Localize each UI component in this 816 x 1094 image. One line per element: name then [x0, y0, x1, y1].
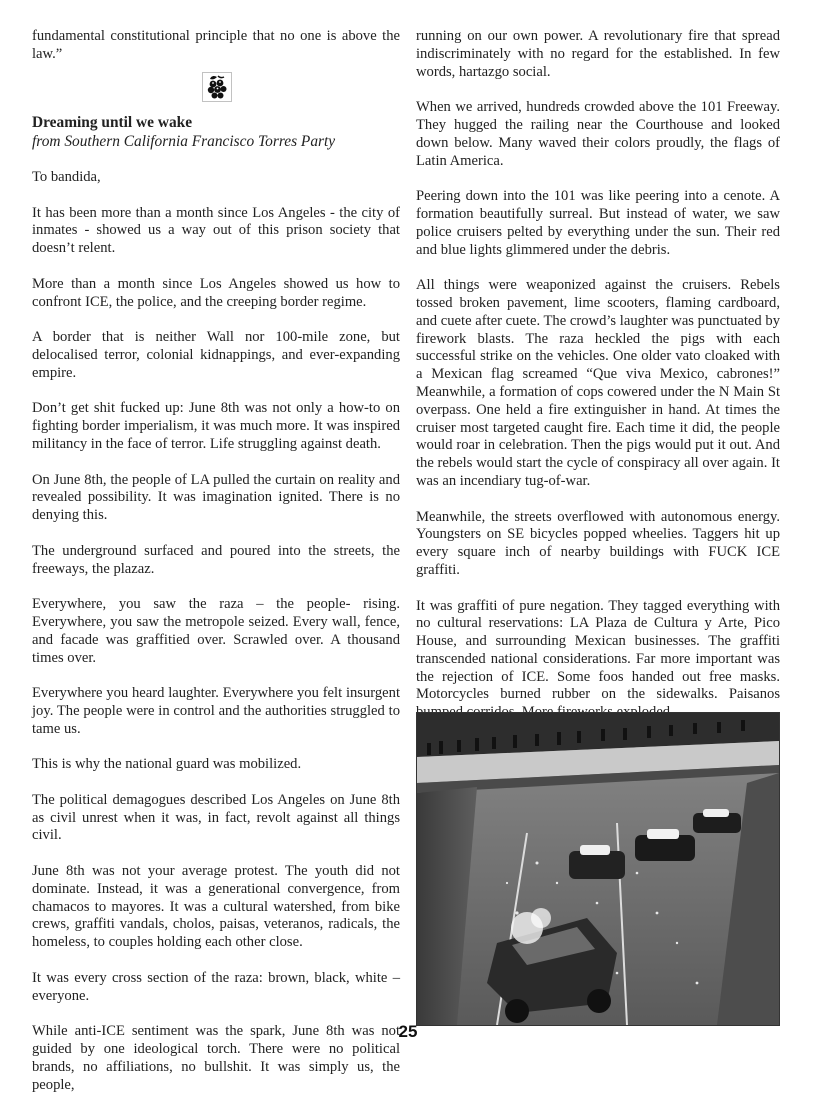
paragraph: A border that is neither Wall nor 100-mile zone, but delocalised terror, colonial kidnappings, and ever-expanding empire.: [32, 329, 400, 381]
paragraph: More than a month since Los Angeles showed us how to confront ICE, the police, and the creeping border regime.: [32, 275, 400, 310]
left-column: [32, 28, 400, 1094]
paragraph: All things were weaponized against the cruisers. Rebels tossed broken pavement, lime scooters, flaming cardboard, and cuete after cuete. The crowd’s laughter was punctuated by firework blasts. The raza heckled the pigs with each successful strike on the vehicles. One older vato cloaked with a Mexican flag screamed “Que viva Mexico, cabrones!” Meanwhile, a formation of cops cowered under the N Main St overpass. One held a fire extinguisher in hand. At times the cruiser most targeted caught fire. Each time it did, the people would roar in celebration. Then the pigs would put it out. And the rebels would start the cycle of conspiracy all over again. It was an incendiary tug-of-war.: [416, 277, 780, 489]
paragraph: June 8th was not your average protest. The youth did not dominate. Instead, it was a generational convergence, from chamacos to mayores. It was a cultural watershed, from bike crews, graffiti vandals, cholos, paisas, veteranos, radicals, the homeless, to couples holding each other close.: [32, 863, 400, 951]
right-column: [416, 28, 780, 722]
paragraph: Meanwhile, the streets overflowed with autonomous energy. Youngsters on SE bicycles popped wheelies. Taggers hit up every square inch of nearby buildings with FUCK ICE graffiti.: [416, 508, 780, 578]
page-number: 25: [398, 1022, 418, 1041]
paragraph: Don’t get shit fucked up: June 8th was not only a how-to on fighting border imperialism, it was much more. It was inspired militancy in the face of terror. Life struggling against death.: [32, 400, 400, 452]
paragraph: While anti-ICE sentiment was the spark, June 8th was not guided by one ideological torch. There were no political brands, no affiliations, no bullshit. It was simply us, the people,: [32, 1023, 400, 1093]
paragraph: This is why the national guard was mobilized.: [32, 756, 302, 773]
paragraph: Everywhere, you saw the raza – the people- rising. Everywhere, you saw the metropole seized. Every wall, fence, and facade was graffitied over. Scrawled over. A thousand times over.: [32, 596, 400, 666]
paragraph: To bandida,: [32, 168, 101, 185]
paragraph: When we arrived, hundreds crowded above the 101 Freeway. They hugged the railing near the Courthouse and looked down below. Many waved their colors proudly, the flags of Latin America.: [416, 99, 780, 169]
paragraph: It has been more than a month since Los Angeles - the city of inmates - showed us a way out of this prison society that doesn’t relent.: [32, 204, 400, 257]
paragraph: The underground surfaced and poured into the streets, the freeways, the plazaz.: [32, 542, 400, 577]
paragraph: The political demagogues described Los Angeles on June 8th as civil unrest when it was, in fact, revolt against all things civil.: [32, 791, 400, 844]
paragraph: It was graffiti of pure negation. They tagged everything with no cultural reservations: LA Plaza de Cultura y Arte, Pico House, and surrounding Mexican businesses. The graffiti transcended national considerations. Far more important was the rejection of ICE. Some foos handed out free masks. Motorcycles burned rubber on the sidewalks. Paisanos: [416, 597, 780, 703]
paragraph: running on our own power. A revolutionary fire that spread indiscriminately with no regard for the established. In few words, hartazgo social.: [416, 28, 780, 80]
intro-continuation: fundamental constitutional principle that no one is above the law.”: [32, 28, 400, 62]
article-title: Dreaming until we wake: [32, 113, 193, 131]
paragraph: On June 8th, the people of LA pulled the curtain on reality and revealed possibility. It was imagination ignited. There is no denying this.: [32, 471, 400, 524]
paragraph: Everywhere you heard laughter. Everywhere you felt insurgent joy. The people were in control and the authorities struggled to tame us.: [32, 685, 400, 737]
freeway-photo: [416, 712, 780, 1026]
paragraph: Peering down into the 101 was like peering into a cenote. A formation beautifully surreal. But instead of water, we saw police cruisers pelted by everything under the sun. Their red and blue lights glimmered under the debris.: [416, 188, 780, 258]
paragraph: It was every cross section of the raza: brown, black, white – everyone.: [32, 969, 400, 1004]
grape-cluster-icon: [202, 72, 232, 102]
article-byline: from Southern California Francisco Torres Party: [32, 133, 336, 151]
freeway-photo-illustration: [417, 713, 779, 1025]
